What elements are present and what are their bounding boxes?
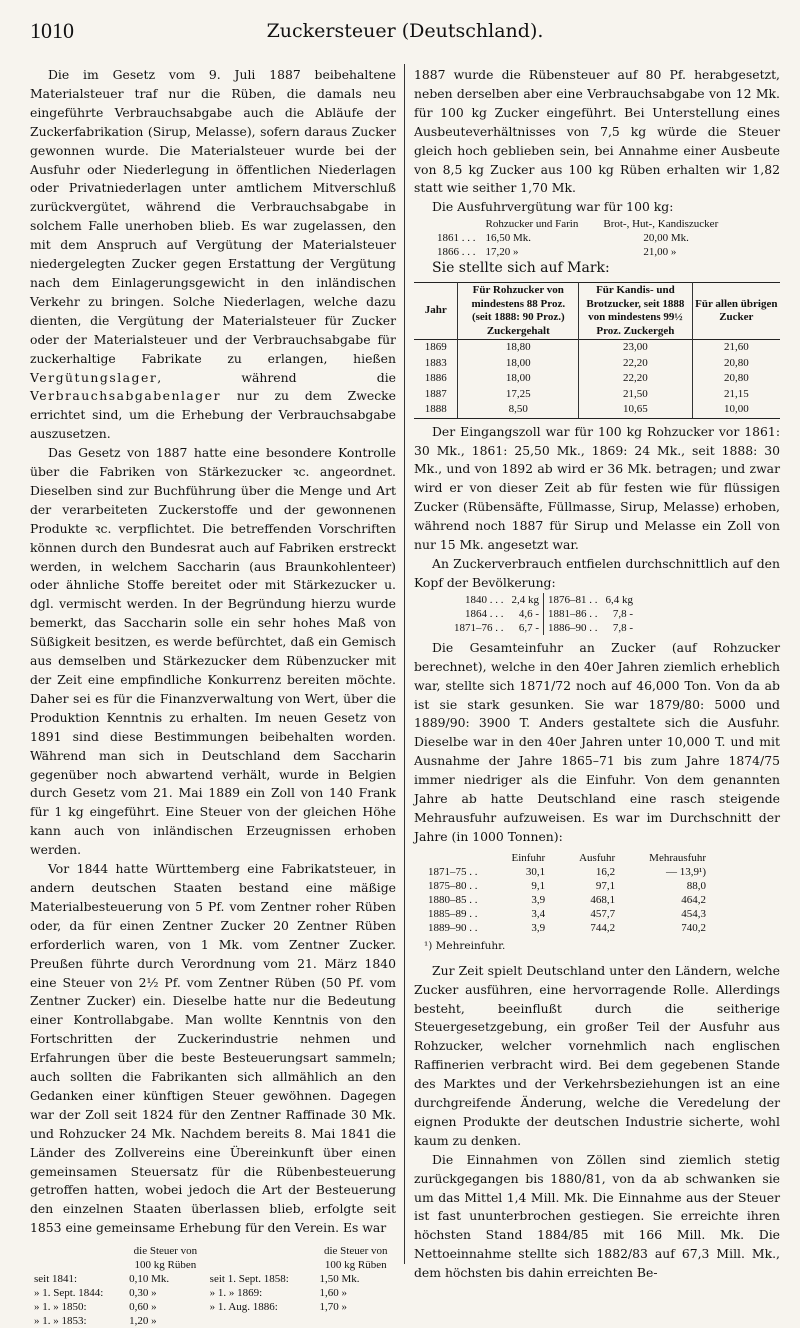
table-row: » 1. » 1853: 1,20 »	[34, 1315, 157, 1328]
table-row: 1887 17,25 21,50 21,15	[414, 387, 780, 403]
paragraph: An Zuckerverbrauch entfielen durchschnittlich auf den Kopf der Bevölkerung:	[414, 556, 780, 590]
table-row: 1864 . . . 4,6 - 1881–86 . . 7,8 -	[465, 607, 633, 620]
paragraph: Die im Gesetz vom 9. Juli 1887 beibehaltene Materialsteuer traf nur die Rüben, die damals neu eingeführte Verbrauchsabgabe auch die Abläufe der Zuckerfabrikation (Sirup, Melasse), sofern daraus Zucker gewonnen wurde. Die Materialsteuer wurde bei der Ausfuhr oder Niederlegung in öffentlichen Niederlagen oder Privatniederlagen unter amtlichem Mitverschluß zurückvergütet, während die Verbrauchsabgabe in solchem Falle unerhoben blieb. Es war zugelassen, den mit dem Anspruch auf Vergütung der Materialsteuer niedergelegten Zucker gegen Erstattung der Vergütung nach dem Einlagerungsgewicht in den inländischen Verkehr zu bringen. Solche Niederlagen, welche dazu dienten, die Vergütung der Materialsteuer für Zucker oder der Materialsteuer und der Verbrauchsabgabe für zuckerhaltige Fabrikate zu erlangen, hießen Vergütungslager, während die Verbrauchsabgabenlager nur zu dem Zwecke errichtet sind, um die Erhebung der Verbrauchsabgabe auszusetzen.	[30, 67, 396, 442]
paragraph: Zur Zeit spielt Deutschland unter den Ländern, welche Zucker ausführen, eine hervorragende Rolle. Allerdings besteht, beeinflußt durch die seitherige Steuergesetzgebung, ein großer Teil der Ausfuhr aus Rohzucker, welcher vornehmlich nach englischen Raffinerien verbracht wird. Bei dem gegebenen Stande des Marktes und der Verkehrsbeziehungen ist an eine durchgreifende Änderung, welche die Veredelung der eignen Produkte der deutschen Industrie sicherte, wohl kaum zu denken.	[414, 962, 780, 1148]
mark-table: Jahr Für Rohzucker von mindestens 88 Proz. (seit 1888: 90 Proz.) Zuckergehalt Für Kandis- und Brotzucker, seit 1888 von mindestens 99½ Proz. Zuckergeh Für allen übrigen Zucker 1869 18,80 23,00 21,60 1883 18,00 22,20 20,80 1886 18,00 22,20 20,80 1887 17,25 21,50 21,15 1888 8,50 10,65 10,00	[414, 282, 780, 419]
table-row: 1840 . . . 2,4 kg 1876–81 . . 6,4 kg	[465, 593, 633, 606]
table-row: 1871–75 . . 30,1 16,2 — 13,9¹)	[428, 865, 706, 878]
paragraph: Vor 1844 hatte Württemberg eine Fabrikatsteuer, in andern deutschen Staaten bestand eine mäßige Materialbesteuerung von 5 Pf. vom Zentner roher Rüben oder, da für einen Zentner Zucker 20 Zentner Rüben erforderlich waren, von 1 Mk. vom Zentner Zucker. Preußen führte durch Verordnung vom 21. März 1840 eine Steuer von 2½ Pf. vom Zentner Rüben (50 Pf. vom Zentner Zucker) ein. Dieselbe hatte nur die Bedeutung einer Kontrollabgabe. Man wollte Kenntnis von den Fortschritten der Zuckerindustrie nehmen und Erfahrungen über die beste Besteuerungsart sammeln; auch sollten die Fabrikanten sich allmählich an den Gedanken einer künftigen Steuer gewöhnen. Dagegen war der Zoll seit 1824 für den Zentner Raffinade 30 Mk. und Rohzucker 24 Mk. Nachdem bereits 8. Mai 1841 die Länder des Zollvereins eine Übereinkunft über einen gemeinsamen Steuersatz für die Rübenbesteuerung getroffen hatten, wobei jedoch die Art der Besteuerung den einzelnen Staaten überlassen blieb, erfolgte seit 1853 eine gemeinsame Erhebung für den Verein. Es war	[30, 861, 396, 1236]
table-row: 1885–89 . . 3,4 457,7 454,3	[428, 907, 706, 920]
table-row: 1861 . . . 16,50 Mk. 20,00 Mk.	[437, 232, 689, 245]
table-row: » 1. Sept. 1844: 0,30 » » 1. » 1869: 1,60 »	[34, 1287, 347, 1300]
paragraph: Die Einnahmen von Zöllen sind ziemlich stetig zurückgegangen bis 1880/81, von da ab schwanken sie um das Mittel 1,4 Mill. Mk. Die Einnahme aus der Steuer ist fast ununterbrochen gestiegen. Sie erreichte ihren höchsten Stand 1884/85 mit 166 Mill. Mk. Die Nettoeinnahme stellte sich 1882/83 auf 67,3 Mill. Mk., dem höchsten bis dahin erreichten Be-	[414, 1151, 780, 1281]
table-row: 1871–76 . . 6,7 - 1886–90 . . 7,8 -	[454, 621, 633, 634]
table-row: 1875–80 . . 9,1 97,1 88,0	[428, 879, 706, 892]
table-row: 1888 8,50 10,65 10,00	[414, 402, 780, 418]
paragraph: 1887 wurde die Rübensteuer auf 80 Pf. herabgesetzt, neben derselben aber eine Verbrauchsabgabe von 12 Mk. für 100 kg Zucker eingeführt. Bei Unterstellung eines Ausbeuteverhältnisses von 7,5 kg würde die Steuer gleich hoch geblieben sein, bei Annahme einer Ausbeute von 8,5 kg Zucker aus 100 kg Rüben erhalten wir 1,82 statt wie seither 1,70 Mk.	[414, 67, 780, 196]
kopf-table	[450, 593, 637, 635]
table-row: 1889–90 . . 3,9 744,2 740,2	[428, 921, 706, 934]
einfuhr-table: Einfuhr Ausfuhr Mehrausfuhr 1871–75 . . 30,1 16,2 — 13,9¹) 1875–80 . . 9,1 97,1 88,0 1880–85 . . 3,9 468,1 464,2 1885–89 . . 3,4 457,7 454,3 1889–90 . . 3,9 744,2 740,2	[424, 851, 710, 935]
paragraph: Die Gesamteinfuhr an Zucker (auf Rohzucker berechnet), welche in den 40er Jahren ziemlich erheblich war, stellte sich 1871/72 noch auf 46,000 Ton. Von da ab ist sie stark gesunken. Sie war 1879/80: 5000 und 1889/90: 3900 T. Anders gestaltete sich die Ausfuhr. Dieselbe war in den 40er Jahren unter 10,000 T. und mit Ausnahme der Jahre 1865–71 bis zum Jahre 1874/75 immer niedriger als die Einfuhr. Von dem genannten Jahre ab hatte Deutschland eine rasch steigende Mehrausfuhr aufzuweisen. Es war im Durchschnitt der Jahre (in 1000 Tonnen):	[414, 639, 780, 844]
page-number: 1010	[30, 18, 74, 43]
steuer-table: die Steuer von 100 kg Rüben die Steuer von 100 kg Rüben seit 1841: 0,10 Mk. seit 1. Sept. 1858: 1,50 Mk. » 1. Sept. 1844: 0,30 » » 1. » 1869: 1,60 » » 1. » 1850: 0,60 » » 1. Aug. 1886: 1,70 » » 1. » 1853: 1,20 »	[30, 1244, 396, 1328]
table-row: 1869 18,80 23,00 21,60	[414, 340, 780, 356]
table-row: 1866 . . . 17,20 » 21,00 »	[437, 246, 677, 259]
table-row: seit 1841: 0,10 Mk. seit 1. Sept. 1858: 1,50 Mk.	[34, 1273, 360, 1286]
verguetung-table: Rohzucker und Farin Brot-, Hut-, Kandiszucker 1861 . . . 16,50 Mk. 20,00 Mk. 1866 . . . 17,20 » 21,00 »	[432, 217, 723, 259]
paragraph: Das Gesetz von 1887 hatte eine besondere Kontrolle über die Fabriken von Stärkezucker ꝛc. angeordnet. Dieselben sind zur Buchführung über die Menge und Art der verarbeiteten Zuckerstoffe und der gewonnenen Produkte ꝛc. verpflichtet. Die betreffenden Vorschriften können durch den Bundesrat auch auf Fabriken erstreckt werden, in welchem Saccharin (aus Braunkohlenteer) oder ähnliche Stoffe bereitet oder mit Stärkezucker u. dgl. vermischt werden. In der Begründung hierzu wurde bemerkt, das Saccharin solle ein sehr hohes Maß von Süßigkeit besitzen, es werde befürchtet, daß ein Gemisch aus demselben und Stärkezucker dem Rübenzucker mit der Zeit eine empfindliche Konkurrenz bereiten möchte. Daher sei es für die Finanzverwaltung von Wert, über die Produktion Kenntnis zu erhalten. Im neuen Gesetz von 1891 sind diese Bestimmungen beibehalten worden. Während man sich in Deutschland dem Saccharin gegenüber noch abwartend verhält, wurde in Belgien durch Gesetz vom 21. Mai 1889 ein Zoll von 140 Frank für 1 kg eingeführt. Eine Steuer von der gleichen Höhe kann auch von inländischen Erzeugnissen erhoben werden.	[30, 445, 396, 858]
table-row: 1883 18,00 22,20 20,80	[414, 356, 780, 372]
table-row: » 1. » 1850: 0,60 » » 1. Aug. 1886: 1,70 »	[34, 1301, 347, 1314]
table-row: 1880–85 . . 3,9 468,1 464,2	[428, 893, 706, 906]
paragraph: Sie stellte sich auf Mark:	[432, 260, 610, 277]
left-column	[30, 66, 396, 1328]
column-divider	[404, 64, 405, 1264]
footnote: ¹) Mehreinfuhr.	[424, 939, 506, 952]
right-column	[414, 66, 780, 1283]
page-title: Zuckersteuer (Deutschland).	[266, 20, 544, 42]
paragraph: Die Ausfuhrvergütung war für 100 kg:	[432, 199, 674, 215]
paragraph: Der Eingangszoll war für 100 kg Rohzucker vor 1861: 30 Mk., 1861: 25,50 Mk., 1869: 24 Mk., seit 1888: 30 Mk., und von 1892 ab wird er 36 Mk. betragen; und zwar wird er von dieser Zeit ab für festen wie für flüssigen Zucker (Rübensäfte, Füllmasse, Sirup, Melasse) erhoben, während noch 1887 für Sirup und Melasse ein Zoll von nur 15 Mk. angesetzt war.	[414, 423, 780, 553]
table-row: 1886 18,00 22,20 20,80	[414, 371, 780, 387]
page-header	[30, 18, 780, 54]
